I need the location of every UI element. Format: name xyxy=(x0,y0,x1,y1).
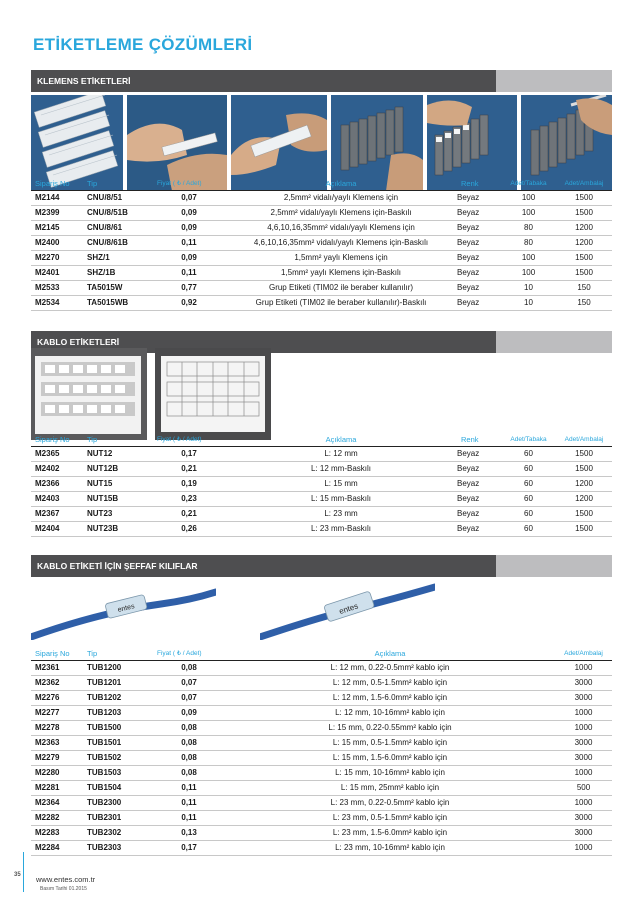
quantity-cell: 100 xyxy=(501,190,556,205)
quantity-cell: 1000 xyxy=(555,795,612,810)
header-color: Renk xyxy=(457,434,501,446)
price-cell: 0,09 xyxy=(153,220,225,235)
order-no-cell: M2534 xyxy=(31,295,83,310)
type-cell: CNU/8/51B xyxy=(83,205,153,220)
price-cell: 0,21 xyxy=(153,461,225,476)
table-row xyxy=(31,265,612,280)
type-cell: TUB2301 xyxy=(83,810,153,825)
klemens-terminal-photo xyxy=(331,95,423,191)
quantity-cell: 1500 xyxy=(556,506,612,521)
header-description: Açıklama xyxy=(225,178,457,190)
color-cell: Beyaz xyxy=(457,205,501,220)
order-no-cell: M2361 xyxy=(31,660,83,675)
klemens-label-sheets-photo xyxy=(31,95,123,191)
color-cell: Beyaz xyxy=(457,506,501,521)
quantity-cell: 1000 xyxy=(555,705,612,720)
section-bar-shade xyxy=(496,555,612,577)
quantity-cell: 10 xyxy=(501,280,556,295)
order-no-cell: M2145 xyxy=(31,220,83,235)
description-cell: L: 12 mm, 10-16mm² kablo için xyxy=(225,705,555,720)
description-cell: L: 12 mm, 0.5-1.5mm² kablo için xyxy=(225,675,555,690)
quantity-cell: 150 xyxy=(556,295,612,310)
table-row xyxy=(31,720,612,735)
order-no-cell: M2400 xyxy=(31,235,83,250)
order-no-cell: M2533 xyxy=(31,280,83,295)
description-cell: L: 23 mm, 0.22-0.5mm² kablo için xyxy=(225,795,555,810)
quantity-cell: 1500 xyxy=(556,250,612,265)
kablo-table-body xyxy=(31,446,612,536)
color-cell: Beyaz xyxy=(457,190,501,205)
klemens-photo-row xyxy=(31,95,612,191)
header-order-no: Sipariş No xyxy=(31,178,83,190)
price-cell: 0,07 xyxy=(153,690,225,705)
description-cell: L: 23 mm, 10-16mm² kablo için xyxy=(225,840,555,855)
quantity-cell: 60 xyxy=(501,521,556,536)
table-header-row xyxy=(31,648,612,660)
order-no-cell: M2403 xyxy=(31,491,83,506)
table-row xyxy=(31,705,612,720)
price-cell: 0,07 xyxy=(153,190,225,205)
price-cell: 0,26 xyxy=(153,521,225,536)
quantity-cell: 100 xyxy=(501,205,556,220)
klemens-hands-photo xyxy=(127,95,227,191)
cable-label-sheet-blank-photo xyxy=(155,346,271,442)
klemens-apply-photo xyxy=(231,95,327,191)
description-cell: 1,5mm² yaylı Klemens için xyxy=(225,250,457,265)
description-cell: 2,5mm² vidalı/yaylı Klemens için xyxy=(225,190,457,205)
table-row xyxy=(31,491,612,506)
quantity-cell: 3000 xyxy=(555,825,612,840)
header-description: Açıklama xyxy=(225,434,457,446)
order-no-cell: M2399 xyxy=(31,205,83,220)
description-cell: L: 15 mm xyxy=(225,476,457,491)
quantity-cell: 1500 xyxy=(556,521,612,536)
table-row xyxy=(31,765,612,780)
order-no-cell: M2283 xyxy=(31,825,83,840)
quantity-cell: 60 xyxy=(501,461,556,476)
header-price: Fiyat ( ₺ / Adet) xyxy=(153,178,225,190)
quantity-cell: 3000 xyxy=(555,750,612,765)
description-cell: 2,5mm² vidalı/yaylı Klemens için-Baskılı xyxy=(225,205,457,220)
quantity-cell: 500 xyxy=(555,780,612,795)
type-cell: NUT15 xyxy=(83,476,153,491)
type-cell: NUT23B xyxy=(83,521,153,536)
header-type: Tip xyxy=(83,178,153,190)
price-cell: 0,09 xyxy=(153,705,225,720)
header-qty-pack: Adet/Ambalaj xyxy=(555,648,612,660)
order-no-cell: M2270 xyxy=(31,250,83,265)
order-no-cell: M2278 xyxy=(31,720,83,735)
quantity-cell: 60 xyxy=(501,476,556,491)
table-row xyxy=(31,446,612,461)
order-no-cell: M2276 xyxy=(31,690,83,705)
order-no-cell: M2362 xyxy=(31,675,83,690)
sleeve-brand-label: entes xyxy=(337,601,360,617)
kablo-photo-row xyxy=(31,346,271,442)
description-cell: L: 15 mm-Baskılı xyxy=(225,491,457,506)
table-row xyxy=(31,810,612,825)
quantity-cell: 1500 xyxy=(556,190,612,205)
description-cell: L: 15 mm, 25mm² kablo için xyxy=(225,780,555,795)
sleeve-on-cable-image-left xyxy=(31,582,216,640)
price-cell: 0,09 xyxy=(153,205,225,220)
price-cell: 0,11 xyxy=(153,810,225,825)
quantity-cell: 10 xyxy=(501,295,556,310)
order-no-cell: M2402 xyxy=(31,461,83,476)
color-cell: Beyaz xyxy=(457,521,501,536)
page-title: ETİKETLEME ÇÖZÜMLERİ xyxy=(33,35,253,54)
table-row xyxy=(31,660,612,675)
quantity-cell: 1200 xyxy=(556,476,612,491)
table-row xyxy=(31,690,612,705)
type-cell: TUB1502 xyxy=(83,750,153,765)
header-order-no: Sipariş No xyxy=(31,434,83,446)
order-no-cell: M2404 xyxy=(31,521,83,536)
table-row xyxy=(31,825,612,840)
table-header-row xyxy=(31,434,612,446)
color-cell: Beyaz xyxy=(457,235,501,250)
type-cell: TUB2302 xyxy=(83,825,153,840)
section-bar-klemens xyxy=(31,70,612,92)
quantity-cell: 60 xyxy=(501,506,556,521)
description-cell: L: 15 mm, 10-16mm² kablo için xyxy=(225,765,555,780)
header-color: Renk xyxy=(457,178,501,190)
type-cell: TA5015W xyxy=(83,280,153,295)
type-cell: CNU/8/51 xyxy=(83,190,153,205)
price-cell: 0,23 xyxy=(153,491,225,506)
klemens-table xyxy=(31,178,612,311)
table-row xyxy=(31,250,612,265)
description-cell: L: 23 mm-Baskılı xyxy=(225,521,457,536)
section-bar-shade xyxy=(496,331,612,353)
color-cell: Beyaz xyxy=(457,280,501,295)
description-cell: L: 12 mm-Baskılı xyxy=(225,461,457,476)
website-link[interactable]: www.entes.com.tr xyxy=(36,875,96,884)
section-bar-shade xyxy=(496,70,612,92)
header-type: Tip xyxy=(83,648,153,660)
type-cell: NUT12B xyxy=(83,461,153,476)
type-cell: TUB1203 xyxy=(83,705,153,720)
color-cell: Beyaz xyxy=(457,220,501,235)
description-cell: 4,6,10,16,35mm² vidalı/yaylı Klemens için xyxy=(225,220,457,235)
description-cell: L: 12 mm xyxy=(225,446,457,461)
price-cell: 0,08 xyxy=(153,720,225,735)
description-cell: L: 15 mm, 0.5-1.5mm² kablo için xyxy=(225,735,555,750)
price-cell: 0,17 xyxy=(153,840,225,855)
print-date: Basım Tarihi 01.2015 xyxy=(40,886,87,892)
price-cell: 0,19 xyxy=(153,476,225,491)
sleeve-on-cable-image-right xyxy=(260,582,435,640)
page-number: 35 xyxy=(14,852,24,892)
quantity-cell: 1200 xyxy=(556,235,612,250)
table-row xyxy=(31,506,612,521)
order-no-cell: M2144 xyxy=(31,190,83,205)
type-cell: CNU/8/61B xyxy=(83,235,153,250)
description-cell: L: 23 mm xyxy=(225,506,457,521)
quantity-cell: 1500 xyxy=(556,265,612,280)
type-cell: NUT15B xyxy=(83,491,153,506)
type-cell: TUB1501 xyxy=(83,735,153,750)
color-cell: Beyaz xyxy=(457,265,501,280)
type-cell: TUB1503 xyxy=(83,765,153,780)
color-cell: Beyaz xyxy=(457,491,501,506)
description-cell: Grup Etiketi (TIM02 ile beraber kullanılır)-Baskılı xyxy=(225,295,457,310)
header-qty-sheet: Adet/Tabaka xyxy=(501,434,556,446)
description-cell: L: 15 mm, 1.5-6.0mm² kablo için xyxy=(225,750,555,765)
price-cell: 0,17 xyxy=(153,446,225,461)
header-order-no: Sipariş No xyxy=(31,648,83,660)
type-cell: NUT12 xyxy=(83,446,153,461)
table-row xyxy=(31,461,612,476)
table-row xyxy=(31,521,612,536)
header-description: Açıklama xyxy=(225,648,555,660)
header-price: Fiyat ( ₺ / Adet) xyxy=(153,434,225,446)
type-cell: TUB2300 xyxy=(83,795,153,810)
quantity-cell: 1000 xyxy=(555,720,612,735)
quantity-cell: 1200 xyxy=(556,491,612,506)
type-cell: TUB1200 xyxy=(83,660,153,675)
section-title: KABLO ETİKETLERİ xyxy=(37,337,120,347)
table-row xyxy=(31,235,612,250)
price-cell: 0,92 xyxy=(153,295,225,310)
table-row xyxy=(31,220,612,235)
price-cell: 0,11 xyxy=(153,795,225,810)
description-cell: 4,6,10,16,35mm² vidalı/yaylı Klemens için-Baskılı xyxy=(225,235,457,250)
cable-label-sheet-printed-photo xyxy=(31,346,147,442)
table-row xyxy=(31,795,612,810)
price-cell: 0,09 xyxy=(153,250,225,265)
price-cell: 0,11 xyxy=(153,235,225,250)
quantity-cell: 60 xyxy=(501,491,556,506)
order-no-cell: M2277 xyxy=(31,705,83,720)
klemens-table-body xyxy=(31,190,612,310)
type-cell: TA5015WB xyxy=(83,295,153,310)
order-no-cell: M2401 xyxy=(31,265,83,280)
quantity-cell: 3000 xyxy=(555,735,612,750)
table-row xyxy=(31,735,612,750)
description-cell: L: 15 mm, 0.22-0.55mm² kablo için xyxy=(225,720,555,735)
order-no-cell: M2284 xyxy=(31,840,83,855)
header-qty-pack: Adet/Ambalaj xyxy=(556,178,612,190)
type-cell: TUB1500 xyxy=(83,720,153,735)
table-row xyxy=(31,780,612,795)
color-cell: Beyaz xyxy=(457,461,501,476)
price-cell: 0,07 xyxy=(153,675,225,690)
price-cell: 0,11 xyxy=(153,265,225,280)
kilif-table-body xyxy=(31,660,612,855)
description-cell: L: 23 mm, 1.5-6.0mm² kablo için xyxy=(225,825,555,840)
quantity-cell: 150 xyxy=(556,280,612,295)
price-cell: 0,08 xyxy=(153,750,225,765)
price-cell: 0,08 xyxy=(153,660,225,675)
section-title: KLEMENS ETİKETLERİ xyxy=(37,76,131,86)
quantity-cell: 1500 xyxy=(556,446,612,461)
klemens-terminal-labeled-photo xyxy=(427,95,517,191)
order-no-cell: M2365 xyxy=(31,446,83,461)
table-row xyxy=(31,190,612,205)
price-cell: 0,21 xyxy=(153,506,225,521)
description-cell: Grup Etiketi (TIM02 ile beraber kullanılır) xyxy=(225,280,457,295)
header-qty-pack: Adet/Ambalaj xyxy=(556,434,612,446)
quantity-cell: 1000 xyxy=(555,840,612,855)
order-no-cell: M2279 xyxy=(31,750,83,765)
type-cell: TUB2303 xyxy=(83,840,153,855)
table-row xyxy=(31,840,612,855)
type-cell: TUB1202 xyxy=(83,690,153,705)
order-no-cell: M2367 xyxy=(31,506,83,521)
table-header-row xyxy=(31,178,612,190)
type-cell: SHZ/1 xyxy=(83,250,153,265)
order-no-cell: M2281 xyxy=(31,780,83,795)
order-no-cell: M2364 xyxy=(31,795,83,810)
quantity-cell: 1500 xyxy=(556,461,612,476)
header-price: Fiyat ( ₺ / Adet) xyxy=(153,648,225,660)
quantity-cell: 1000 xyxy=(555,660,612,675)
price-cell: 0,08 xyxy=(153,735,225,750)
description-cell: 1,5mm² yaylı Klemens için-Baskılı xyxy=(225,265,457,280)
color-cell: Beyaz xyxy=(457,446,501,461)
price-cell: 0,77 xyxy=(153,280,225,295)
description-cell: L: 12 mm, 0.22-0.5mm² kablo için xyxy=(225,660,555,675)
type-cell: TUB1504 xyxy=(83,780,153,795)
table-row xyxy=(31,476,612,491)
quantity-cell: 1500 xyxy=(556,205,612,220)
quantity-cell: 1000 xyxy=(555,765,612,780)
type-cell: TUB1201 xyxy=(83,675,153,690)
price-cell: 0,13 xyxy=(153,825,225,840)
type-cell: SHZ/1B xyxy=(83,265,153,280)
quantity-cell: 3000 xyxy=(555,810,612,825)
order-no-cell: M2366 xyxy=(31,476,83,491)
quantity-cell: 1200 xyxy=(556,220,612,235)
kablo-table xyxy=(31,434,612,537)
order-no-cell: M2280 xyxy=(31,765,83,780)
header-qty-sheet: Adet/Tabaka xyxy=(501,178,556,190)
type-cell: CNU/8/61 xyxy=(83,220,153,235)
quantity-cell: 100 xyxy=(501,265,556,280)
table-row xyxy=(31,295,612,310)
order-no-cell: M2363 xyxy=(31,735,83,750)
quantity-cell: 3000 xyxy=(555,690,612,705)
description-cell: L: 12 mm, 1.5-6.0mm² kablo için xyxy=(225,690,555,705)
section-bar-kilif xyxy=(31,555,612,577)
quantity-cell: 60 xyxy=(501,446,556,461)
table-row xyxy=(31,675,612,690)
header-type: Tip xyxy=(83,434,153,446)
quantity-cell: 80 xyxy=(501,235,556,250)
table-row xyxy=(31,205,612,220)
quantity-cell: 80 xyxy=(501,220,556,235)
sleeve-brand-label: entes xyxy=(117,603,136,614)
quantity-cell: 100 xyxy=(501,250,556,265)
color-cell: Beyaz xyxy=(457,250,501,265)
kilif-table xyxy=(31,648,612,856)
type-cell: NUT23 xyxy=(83,506,153,521)
klemens-terminal-tool-photo xyxy=(521,95,612,191)
price-cell: 0,11 xyxy=(153,780,225,795)
quantity-cell: 3000 xyxy=(555,675,612,690)
table-row xyxy=(31,750,612,765)
section-title: KABLO ETİKETİ İÇİN ŞEFFAF KILIFLAR xyxy=(37,561,198,571)
price-cell: 0,08 xyxy=(153,765,225,780)
order-no-cell: M2282 xyxy=(31,810,83,825)
color-cell: Beyaz xyxy=(457,476,501,491)
color-cell: Beyaz xyxy=(457,295,501,310)
table-row xyxy=(31,280,612,295)
description-cell: L: 23 mm, 0.5-1.5mm² kablo için xyxy=(225,810,555,825)
